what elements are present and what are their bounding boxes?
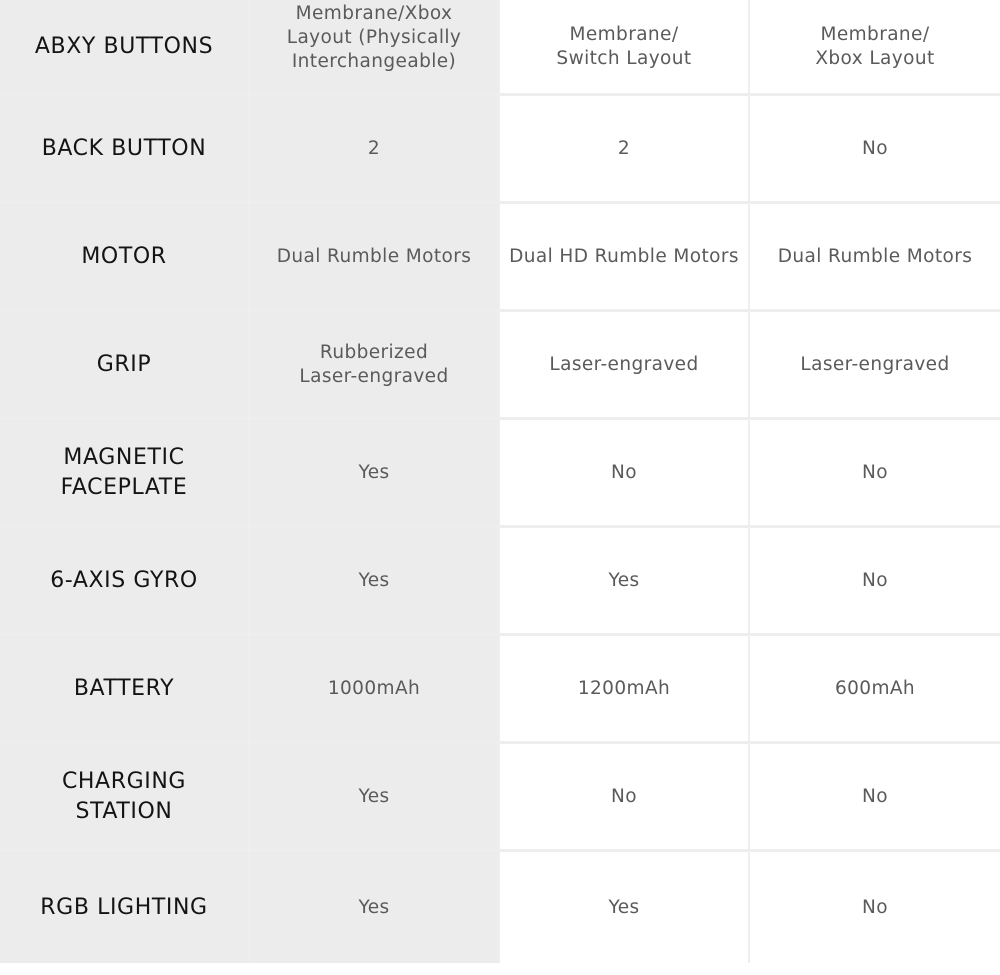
cell-magnetic-faceplate-col-3: No bbox=[750, 420, 1000, 528]
cell-6-axis-gyro-col-2: Yes bbox=[500, 528, 750, 636]
row-label-magnetic-faceplate: MAGNETIC FACEPLATE bbox=[0, 420, 250, 528]
cell-rgb-lighting-col-2: Yes bbox=[500, 852, 750, 963]
cell-motor-col-3: Dual Rumble Motors bbox=[750, 204, 1000, 312]
cell-rgb-lighting-col-1: Yes bbox=[250, 852, 500, 963]
cell-battery-col-3: 600mAh bbox=[750, 636, 1000, 744]
cell-motor-col-1: Dual Rumble Motors bbox=[250, 204, 500, 312]
cell-grip-col-2: Laser-engraved bbox=[500, 312, 750, 420]
cell-back-button-col-3: No bbox=[750, 96, 1000, 204]
cell-motor-col-2: Dual HD Rumble Motors bbox=[500, 204, 750, 312]
cell-charging-station-col-1: Yes bbox=[250, 744, 500, 852]
cell-abxy-buttons-col-2: Membrane/ Switch Layout bbox=[500, 0, 750, 96]
cell-charging-station-col-3: No bbox=[750, 744, 1000, 852]
row-label-6-axis-gyro: 6-AXIS GYRO bbox=[0, 528, 250, 636]
cell-magnetic-faceplate-col-2: No bbox=[500, 420, 750, 528]
cell-battery-col-2: 1200mAh bbox=[500, 636, 750, 744]
row-label-grip: GRIP bbox=[0, 312, 250, 420]
row-label-back-button: BACK BUTTON bbox=[0, 96, 250, 204]
cell-grip-col-3: Laser-engraved bbox=[750, 312, 1000, 420]
row-label-battery: BATTERY bbox=[0, 636, 250, 744]
cell-abxy-buttons-col-1: Membrane/Xbox Layout (Physically Interchangeable) bbox=[250, 0, 500, 96]
cell-rgb-lighting-col-3: No bbox=[862, 896, 888, 918]
cell-abxy-buttons-col-3: Membrane/ Xbox Layout bbox=[750, 0, 1000, 96]
cell-6-axis-gyro-col-1: Yes bbox=[250, 528, 500, 636]
row-label-abxy-buttons: ABXY BUTTONS bbox=[0, 0, 250, 96]
row-label-motor: MOTOR bbox=[0, 204, 250, 312]
row-label-rgb-lighting: RGB LIGHTING bbox=[0, 852, 250, 963]
cell-back-button-col-1: 2 bbox=[250, 96, 500, 204]
cell-back-button-col-2: 2 bbox=[500, 96, 750, 204]
cell-battery-col-1: 1000mAh bbox=[250, 636, 500, 744]
row-label-charging-station: CHARGING STATION bbox=[0, 744, 250, 852]
cell-magnetic-faceplate-col-1: Yes bbox=[250, 420, 500, 528]
cell-charging-station-col-2: No bbox=[500, 744, 750, 852]
cell-grip-col-1: Rubberized Laser-engraved bbox=[250, 312, 500, 420]
cell-6-axis-gyro-col-3: No bbox=[750, 528, 1000, 636]
